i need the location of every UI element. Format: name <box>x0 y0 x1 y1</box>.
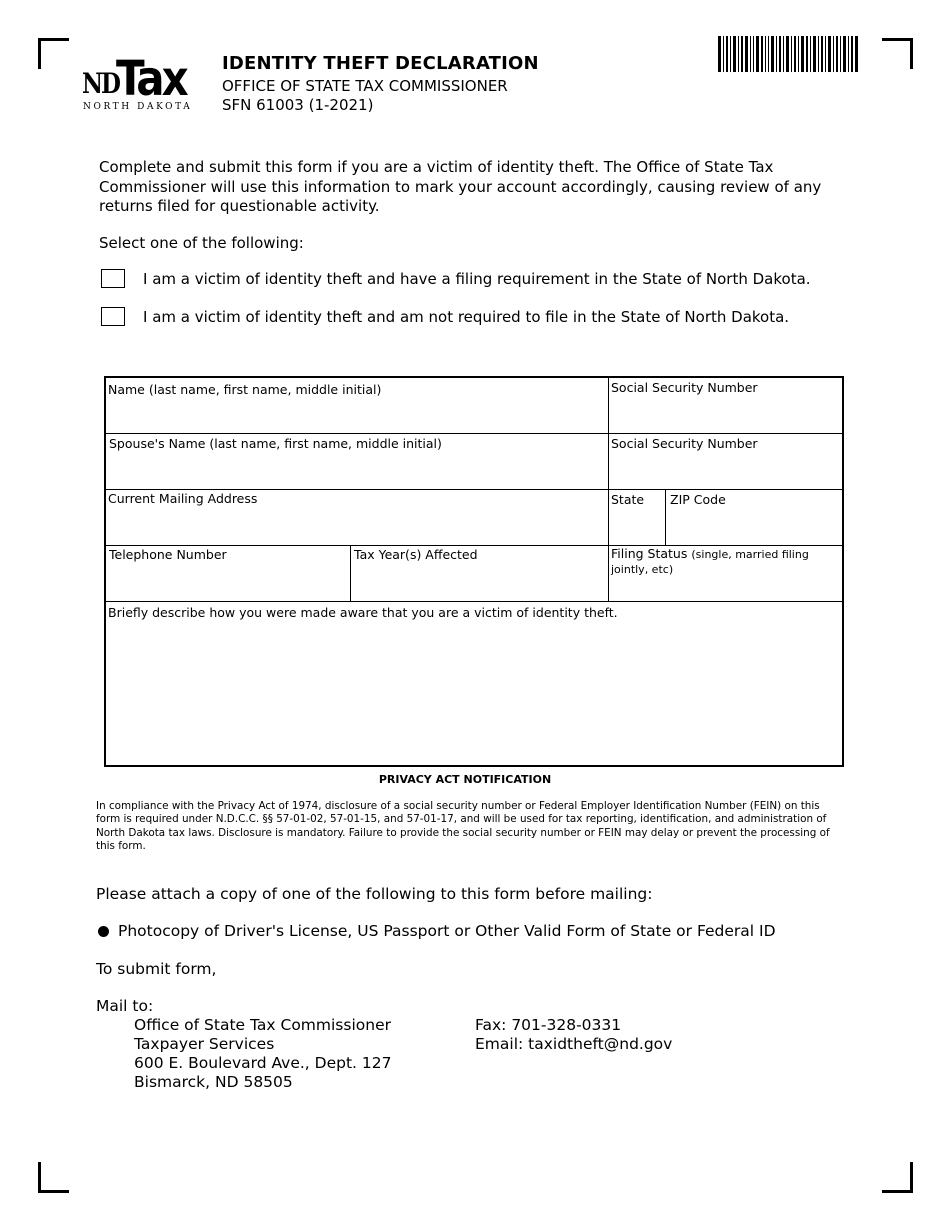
barcode-icon <box>718 36 858 72</box>
crop-mark-bottom-right <box>882 1162 913 1193</box>
office-name: OFFICE OF STATE TAX COMMISSIONER <box>222 77 508 95</box>
telephone-field[interactable]: Telephone Number <box>109 547 227 562</box>
address-line: Office of State Tax Commissioner <box>134 1016 391 1034</box>
option-filing-required-label: I am a victim of identity theft and have a filing requirement in the State of North Dakota. <box>143 269 811 288</box>
bullet-icon <box>98 926 109 937</box>
filing-status-hint: (single, married filing jointly, etc) <box>611 548 809 576</box>
submit-heading: To submit form, <box>96 960 217 978</box>
tax-years-field[interactable]: Tax Year(s) Affected <box>354 547 478 562</box>
contact-info <box>475 1016 672 1054</box>
email-address[interactable]: Email: taxidtheft@nd.gov <box>475 1035 673 1053</box>
filing-status-field[interactable] <box>611 547 836 577</box>
intro-paragraph: Complete and submit this form if you are a victim of identity theft. The Office of State Tax Commissioner will use this information to mark your account accordingly, causing review of any returns filed for questionable activity. <box>99 158 822 215</box>
mail-to-label: Mail to: <box>96 997 154 1015</box>
mailing-address <box>134 1016 392 1092</box>
description-field[interactable]: Briefly describe how you were made aware that you are a victim of identity theft. <box>108 605 618 620</box>
fax-number: Fax: 701-328-0331 <box>475 1016 622 1034</box>
column-divider <box>665 489 666 545</box>
address-line: Taxpayer Services <box>134 1035 275 1053</box>
form-title: IDENTITY THEFT DECLARATION <box>222 53 539 74</box>
nd-tax-logo <box>80 50 198 116</box>
row-divider <box>106 433 842 434</box>
privacy-act-heading: PRIVACY ACT NOTIFICATION <box>378 773 552 786</box>
address-line: Bismarck, ND 58505 <box>134 1073 293 1091</box>
attach-item <box>98 922 776 940</box>
logo-nd-text: ND <box>82 68 119 101</box>
logo-subtitle: NORTH DAKOTA <box>83 102 193 112</box>
row-divider <box>106 489 842 490</box>
crop-mark-top-left <box>38 38 69 69</box>
name-field[interactable]: Name (last name, first name, middle initial) <box>108 382 382 397</box>
select-instruction: Select one of the following: <box>99 234 304 252</box>
declaration-form-table <box>104 376 844 767</box>
crop-mark-bottom-left <box>38 1162 69 1193</box>
row-divider <box>106 545 842 546</box>
column-divider <box>350 545 351 601</box>
attach-instruction: Please attach a copy of one of the following to this form before mailing: <box>96 885 653 903</box>
zip-field[interactable]: ZIP Code <box>670 492 726 507</box>
row-divider <box>106 601 842 602</box>
column-divider <box>608 378 609 602</box>
spouse-ssn-field[interactable]: Social Security Number <box>611 436 758 451</box>
address-field[interactable]: Current Mailing Address <box>108 491 258 506</box>
address-line: 600 E. Boulevard Ave., Dept. 127 <box>134 1054 392 1072</box>
crop-mark-top-right <box>882 38 913 69</box>
ssn-field[interactable]: Social Security Number <box>611 380 758 395</box>
option-not-required[interactable] <box>101 307 789 326</box>
filing-status-label: Filing Status <box>611 546 688 561</box>
logo-tax-text: Tax <box>116 50 186 107</box>
option-filing-required[interactable] <box>101 269 811 288</box>
checkbox-filing-required[interactable] <box>101 269 125 288</box>
state-field[interactable]: State <box>611 492 645 507</box>
privacy-act-text: In compliance with the Privacy Act of 1974, disclosure of a social security number or Federal Employer Identification Number (FEIN) on this form is required under N.D.C.C. §§ 57-01-02, 57-01-15, and 57-01-17, and will be used for tax reporting, identification, and administration of North Dakota tax laws. Disclosure is mandatory. Failure to provide the social security number or FEIN may delay or prevent the processing of this form. <box>96 800 830 852</box>
form-number: SFN 61003 (1-2021) <box>222 96 374 114</box>
spouse-name-field[interactable]: Spouse's Name (last name, first name, middle initial) <box>109 436 442 451</box>
checkbox-not-required[interactable] <box>101 307 125 326</box>
option-not-required-label: I am a victim of identity theft and am not required to file in the State of North Dakota. <box>143 307 790 326</box>
attach-item-text: Photocopy of Driver's License, US Passport or Other Valid Form of State or Federal ID <box>118 922 776 940</box>
